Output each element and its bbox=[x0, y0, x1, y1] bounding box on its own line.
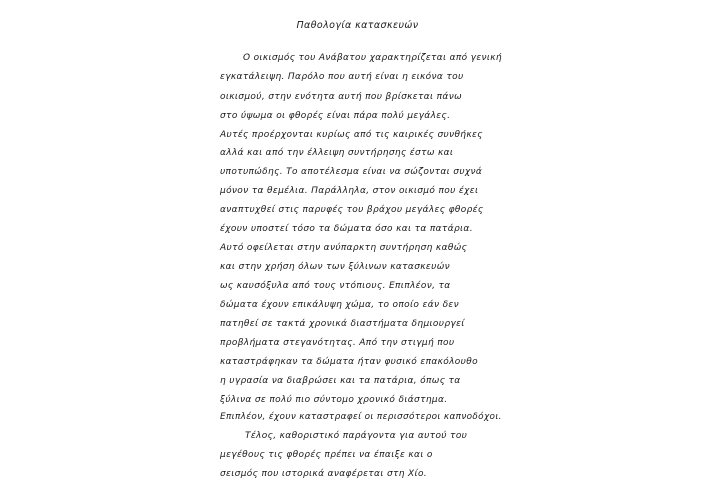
text-line: Επιπλέον, έχουν καταστραφεί οι περισσότεροι καπνοδόχοι. bbox=[220, 412, 502, 422]
text-line: καταστράφηκαν τα δώματα ήταν φυσικό επακόλουθο bbox=[220, 357, 478, 367]
text-line: Αυτό οφείλεται στην ανύπαρκτη συντήρηση καθώς bbox=[220, 243, 468, 253]
text-line: Ο οικισμός του Ανάβατου χαρακτηρίζεται από γενική bbox=[243, 53, 502, 63]
text-line: Τέλος, καθοριστικό παράγοντα για αυτού του bbox=[245, 431, 468, 441]
text-line: μεγέθους τις φθορές πρέπει να έπαιξε και ο bbox=[220, 450, 433, 460]
text-line: η υγρασία να διαβρώσει και τα πατάρια, όπως τα bbox=[220, 376, 461, 386]
text-line: στο ύψωμα οι φθορές είναι πάρα πολύ μεγάλες. bbox=[220, 111, 451, 121]
text-line: προβλήματα στεγανότητας. Από την στιγμή που bbox=[220, 338, 455, 348]
text-line: οικισμού, στην ενότητα αυτή που βρίσκεται πάνω bbox=[220, 92, 462, 102]
text-line: υποτυπώδης. Το αποτέλεσμα είναι να σώζονται συχνά bbox=[220, 167, 483, 177]
text-line: πατηθεί σε τακτά χρονικά διαστήματα δημιουργεί bbox=[220, 319, 465, 329]
text-line: έχουν υποστεί τόσο τα δώματα όσο και τα πατάρια. bbox=[220, 224, 473, 234]
text-line: ξύλινα σε πολύ πιο σύντομο χρονικό διάστημα. bbox=[220, 395, 448, 405]
text-line: αναπτυχθεί στις παρυφές του βράχου μεγάλες φθορές bbox=[220, 205, 484, 215]
text-line: σεισμός που ιστορικά αναφέρεται στη Χίο. bbox=[220, 469, 428, 479]
text-line: αλλά και από την έλλειψη συντήρησης έστω και bbox=[220, 148, 454, 158]
text-line: εγκατάλειψη. Παρόλο που αυτή είναι η εικόνα του bbox=[220, 72, 464, 82]
text-line: ως καυσόξυλα από τους ντόπιους. Επιπλέον, τα bbox=[220, 281, 451, 291]
text-line: μόνον τα θεμέλια. Παράλληλα, στον οικισμό που έχει bbox=[220, 186, 479, 196]
text-line: δώματα έχουν επικάλυψη χώμα, το οποίο εάν δεν bbox=[220, 300, 460, 310]
text-line: Αυτές προέρχονται κυρίως από τις καιρικές συνθήκες bbox=[220, 130, 483, 140]
text-line: και στην χρήση όλων των ξύλινων κατασκευών bbox=[220, 262, 450, 272]
page-title: Παθολογία κατασκευών bbox=[296, 20, 419, 31]
